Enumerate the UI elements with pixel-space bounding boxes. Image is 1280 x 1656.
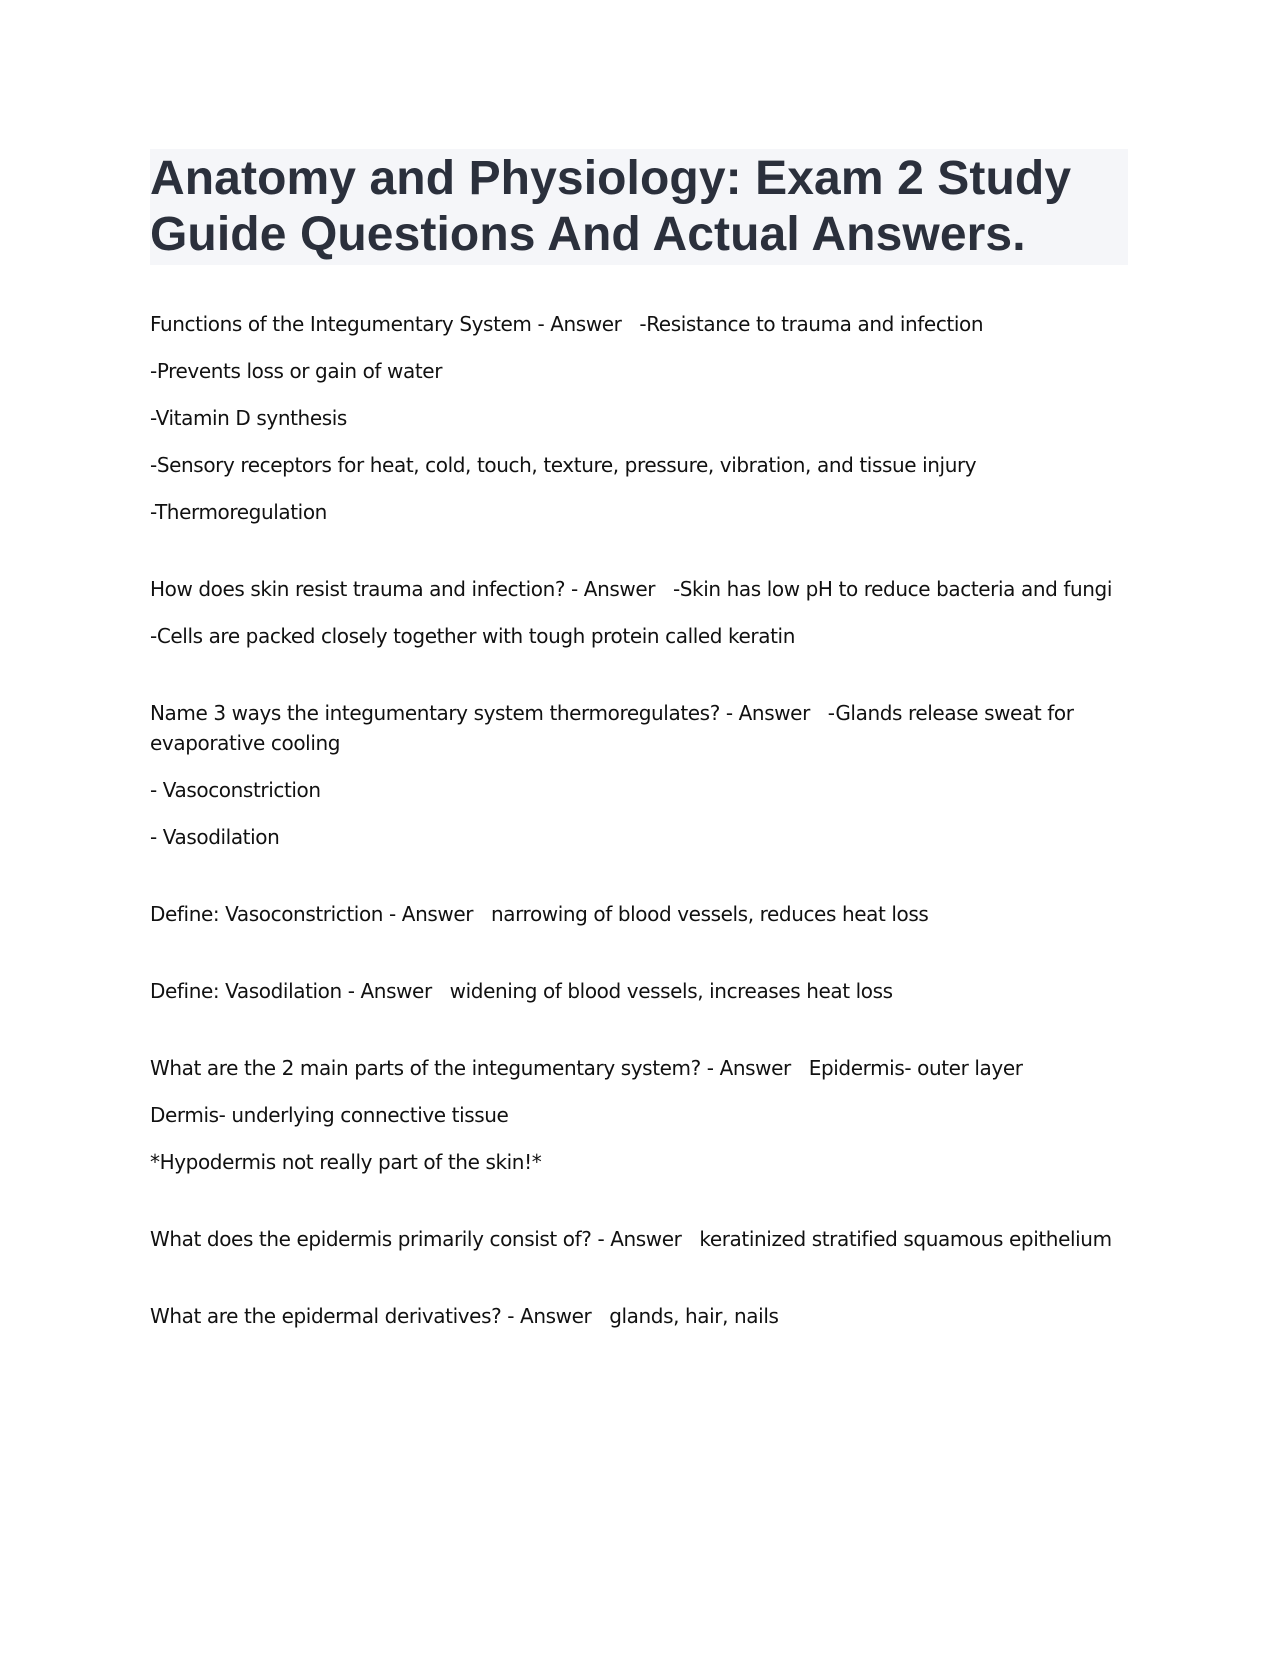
qa-item xyxy=(150,899,1130,929)
question-text: Name 3 ways the integumentary system thermoregulates? - Answer xyxy=(150,701,810,725)
question-text: Define: Vasoconstriction - Answer xyxy=(150,902,474,926)
qa-first-line xyxy=(150,309,1130,356)
answer-line: *Hypodermis not really part of the skin!* xyxy=(150,1150,542,1174)
answer-text: glands, hair, nails xyxy=(609,1304,779,1328)
qa-first-line xyxy=(150,1224,1130,1254)
answer-line: - Vasodilation xyxy=(150,825,280,849)
qa-first-line xyxy=(150,976,1130,1006)
answer-line: - Vasoconstriction xyxy=(150,778,321,802)
qa-item xyxy=(150,1301,1130,1331)
answer-text: Epidermis- outer layer xyxy=(808,1056,1023,1080)
answer-text: narrowing of blood vessels, reduces heat loss xyxy=(490,902,929,926)
qa-item xyxy=(150,1053,1130,1177)
answer-line: -Vitamin D synthesis xyxy=(150,406,347,430)
qa-item xyxy=(150,309,1130,527)
question-text: How does skin resist trauma and infection? - Answer xyxy=(150,577,656,601)
qa-item xyxy=(150,574,1130,651)
answer-line: -Cells are packed closely together with tough protein called keratin xyxy=(150,624,795,648)
question-text: What are the 2 main parts of the integumentary system? - Answer xyxy=(150,1056,791,1080)
answer-text: keratinized stratified squamous epithelium xyxy=(699,1227,1112,1251)
answer-line: -Prevents loss or gain of water xyxy=(150,359,443,383)
answer-text: -Glands release sweat for evaporative cooling xyxy=(150,701,1074,755)
qa-list xyxy=(150,309,1130,1331)
title-block xyxy=(150,149,1128,265)
document-page xyxy=(150,149,1130,1378)
document-title: Anatomy and Physiology: Exam 2 Study Guide Questions And Actual Answers. xyxy=(150,152,1072,261)
qa-first-line xyxy=(150,698,1130,775)
question-text: What are the epidermal derivatives? - Answer xyxy=(150,1304,592,1328)
answer-text: -Resistance to trauma and infection xyxy=(639,312,984,336)
answer-text: widening of blood vessels, increases heat loss xyxy=(449,979,893,1003)
qa-item xyxy=(150,698,1130,852)
qa-item xyxy=(150,1224,1130,1254)
qa-first-line xyxy=(150,1053,1130,1100)
answer-line: -Sensory receptors for heat, cold, touch, texture, pressure, vibration, and tissue injury xyxy=(150,453,977,477)
question-text: Define: Vasodilation - Answer xyxy=(150,979,432,1003)
question-text: Functions of the Integumentary System - Answer xyxy=(150,312,622,336)
answer-line: Dermis- underlying connective tissue xyxy=(150,1103,509,1127)
answer-line: -Thermoregulation xyxy=(150,500,327,524)
question-text: What does the epidermis primarily consist of? - Answer xyxy=(150,1227,682,1251)
answer-text: -Skin has low pH to reduce bacteria and fungi xyxy=(672,577,1112,601)
qa-item xyxy=(150,976,1130,1006)
qa-first-line xyxy=(150,574,1130,621)
qa-first-line xyxy=(150,899,1130,929)
qa-first-line xyxy=(150,1301,1130,1331)
